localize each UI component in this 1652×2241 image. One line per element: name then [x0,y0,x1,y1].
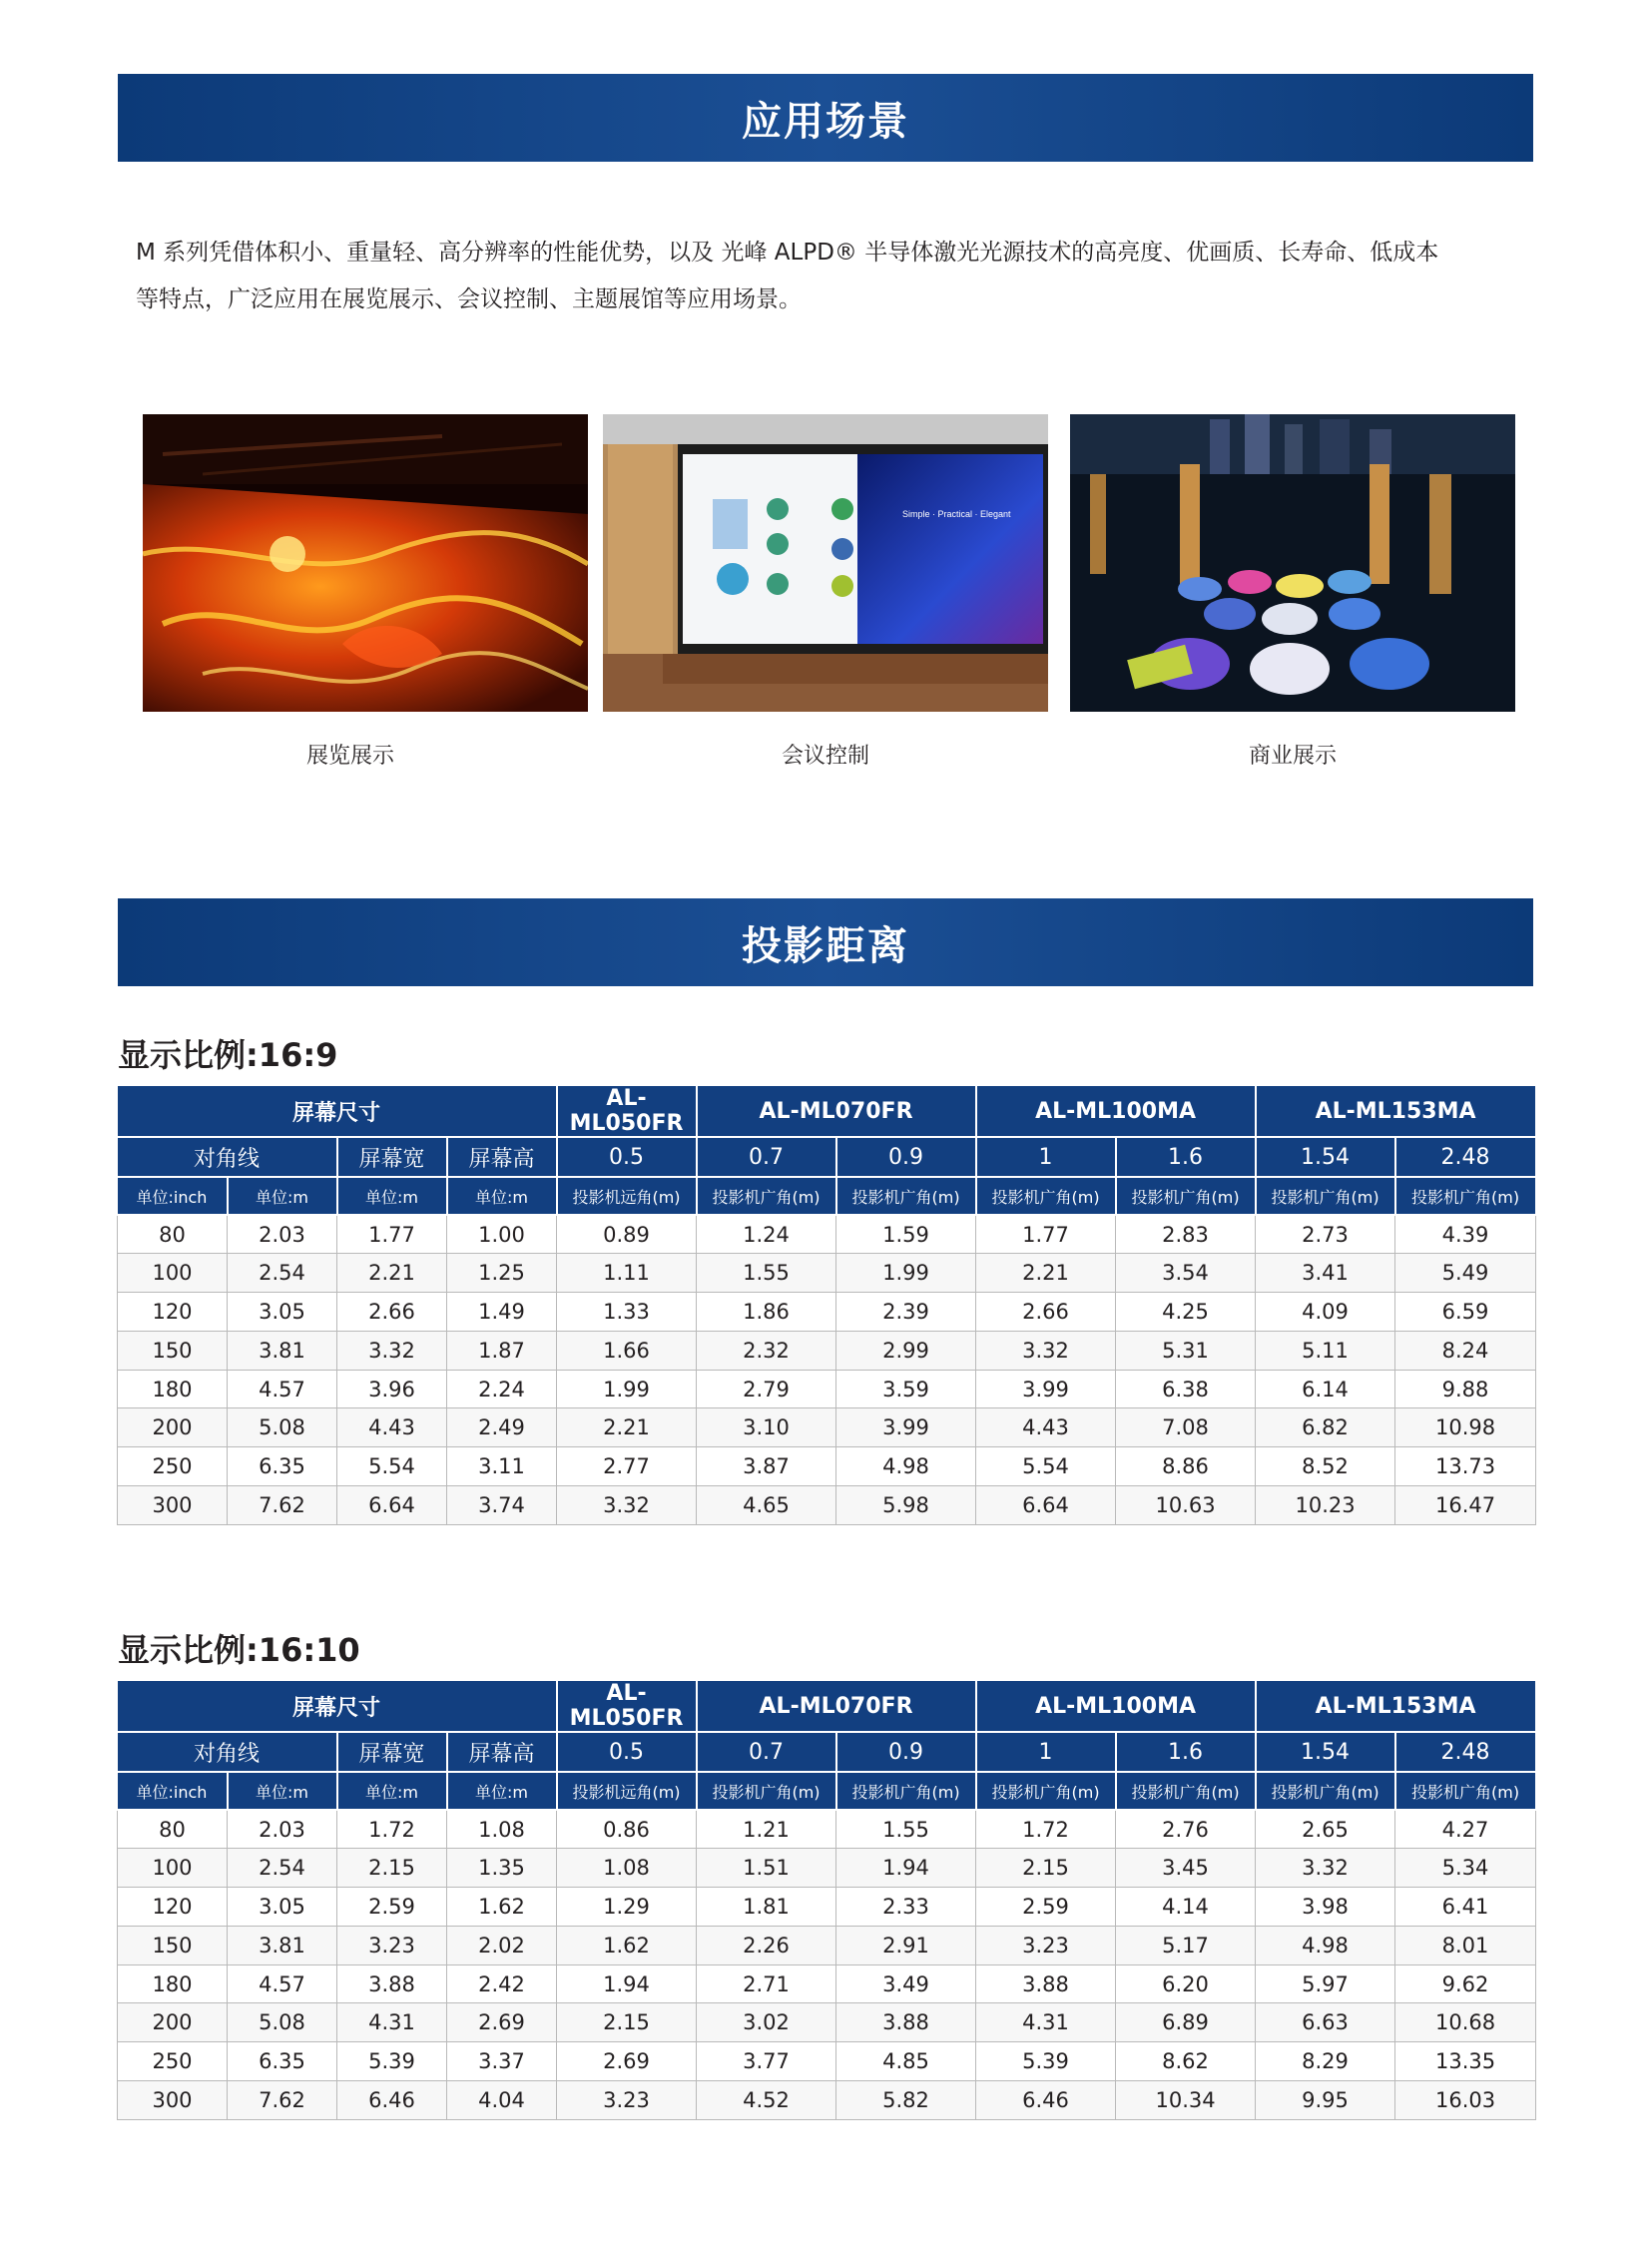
header-screen-size: 屏幕尺寸 [118,1086,557,1137]
header-model: AL-ML100MA [976,1681,1256,1732]
table-cell: 1.24 [697,1215,836,1254]
header-unit: 单位:inch [118,1772,228,1810]
table-cell: 8.01 [1395,1926,1536,1964]
intro-line-1: M 系列凭借体积小、重量轻、高分辨率的性能优势，以及 光峰 ALPD® 半导体激光光源技术的高亮度、优画质、长寿命、低成本 [136,240,1439,266]
table-cell: 3.23 [557,2081,697,2120]
table-cell: 3.88 [337,1964,447,2003]
table-cell: 300 [118,1486,228,1525]
table-cell: 180 [118,1370,228,1408]
table-cell: 3.32 [976,1331,1116,1370]
header-unit: 单位:m [337,1177,447,1215]
table-cell: 10.34 [1116,2081,1256,2120]
table-cell: 5.82 [836,2081,976,2120]
header-lens-unit: 投影机广角(m) [697,1177,836,1215]
table-row [118,1926,1536,1964]
table-cell: 8.29 [1256,2042,1395,2081]
table-cell: 10.23 [1256,1486,1395,1525]
table-cell: 6.20 [1116,1964,1256,2003]
table-cell: 3.32 [337,1331,447,1370]
table-cell: 1.51 [697,1849,836,1888]
section-banner-scenes [118,74,1533,162]
table-cell: 3.05 [228,1293,337,1332]
header-lens-unit: 投影机广角(m) [976,1177,1116,1215]
header-screen-size: 屏幕尺寸 [118,1681,557,1732]
table-cell: 8.86 [1116,1447,1256,1486]
table-cell: 2.21 [976,1254,1116,1293]
table-cell: 80 [118,1215,228,1254]
table-cell: 4.31 [337,2003,447,2042]
table-cell: 1.94 [836,1849,976,1888]
table-cell: 2.59 [337,1888,447,1927]
table-cell: 3.81 [228,1926,337,1964]
header-lens-unit: 投影机远角(m) [557,1772,697,1810]
header-lens-unit: 投影机广角(m) [1395,1177,1536,1215]
table-cell: 2.71 [697,1964,836,2003]
table-row [118,1849,1536,1888]
table-cell: 2.76 [1116,1810,1256,1849]
table-cell: 10.68 [1395,2003,1536,2042]
table-cell: 250 [118,1447,228,1486]
table-cell: 4.31 [976,2003,1116,2042]
table-cell: 3.11 [447,1447,557,1486]
screen-slogan: Simple · Practical · Elegant [902,509,1011,519]
ratio-heading-16-9: 显示比例:16:9 [118,1036,338,1074]
table-cell: 150 [118,1331,228,1370]
table-cell: 2.59 [976,1888,1116,1927]
table-cell: 5.11 [1256,1331,1395,1370]
table-cell: 5.98 [836,1486,976,1525]
table-row [118,1254,1536,1293]
table-cell: 3.77 [697,2042,836,2081]
table-cell: 6.63 [1256,2003,1395,2042]
table-cell: 2.15 [976,1849,1116,1888]
meeting-room-photo [603,414,1048,712]
table-cell: 3.96 [337,1370,447,1408]
table-cell: 2.33 [836,1888,976,1927]
intro-line-2: 等特点，广泛应用在展览展示、会议控制、主题展馆等应用场景。 [136,286,802,312]
table-cell: 3.59 [836,1370,976,1408]
header-unit: 单位:m [447,1772,557,1810]
header-throw-ratio: 0.9 [836,1137,976,1177]
table-cell: 3.98 [1256,1888,1395,1927]
table-cell: 4.98 [836,1447,976,1486]
table-cell: 4.57 [228,1370,337,1408]
table-cell: 1.77 [976,1215,1116,1254]
table-cell: 2.66 [976,1293,1116,1332]
distance-table-16-10 [117,1681,1537,2120]
table-cell: 10.98 [1395,1408,1536,1447]
table-cell: 4.43 [337,1408,447,1447]
table-cell: 4.65 [697,1486,836,1525]
table-cell: 5.54 [976,1447,1116,1486]
header-throw-ratio: 1.54 [1256,1732,1395,1772]
table-cell: 2.39 [836,1293,976,1332]
table-cell: 1.00 [447,1215,557,1254]
table-row [118,1293,1536,1332]
table-cell: 2.32 [697,1331,836,1370]
table-cell: 1.59 [836,1215,976,1254]
table-cell: 1.62 [447,1888,557,1927]
table-cell: 1.99 [557,1370,697,1408]
table-cell: 5.39 [337,2042,447,2081]
header-unit: 单位:m [447,1177,557,1215]
header-lens-unit: 投影机广角(m) [1395,1772,1536,1810]
table-cell: 300 [118,2081,228,2120]
table-cell: 4.52 [697,2081,836,2120]
table-cell: 2.21 [557,1408,697,1447]
section-title: 应用场景 [742,98,909,145]
table-cell: 2.02 [447,1926,557,1964]
header-throw-ratio: 1 [976,1732,1116,1772]
table-cell: 100 [118,1849,228,1888]
header-model: AL-ML153MA [1256,1681,1536,1732]
table-cell: 1.77 [337,1215,447,1254]
table-cell: 8.62 [1116,2042,1256,2081]
table-cell: 250 [118,2042,228,2081]
table-cell: 200 [118,1408,228,1447]
table-row [118,1888,1536,1927]
header-model: AL-ML070FR [697,1681,976,1732]
table-cell: 6.46 [337,2081,447,2120]
table-row [118,1964,1536,2003]
table-cell: 4.85 [836,2042,976,2081]
table-cell: 3.88 [836,2003,976,2042]
table-cell: 2.99 [836,1331,976,1370]
table-cell: 2.21 [337,1254,447,1293]
header-throw-ratio: 0.7 [697,1137,836,1177]
table-cell: 2.79 [697,1370,836,1408]
table-cell: 2.83 [1116,1215,1256,1254]
table-cell: 2.69 [447,2003,557,2042]
table-cell: 6.41 [1395,1888,1536,1927]
header-throw-ratio: 0.5 [557,1732,697,1772]
table-cell: 1.55 [697,1254,836,1293]
table-cell: 6.35 [228,1447,337,1486]
table-cell: 6.46 [976,2081,1116,2120]
table-cell: 4.43 [976,1408,1116,1447]
caption-exhibition: 展览展示 [305,744,394,769]
table-cell: 3.49 [836,1964,976,2003]
header-height: 屏幕高 [447,1137,557,1177]
table-row [118,1331,1536,1370]
table-cell: 13.73 [1395,1447,1536,1486]
table-cell: 3.23 [976,1926,1116,1964]
table-row [118,2081,1536,2120]
caption-meeting: 会议控制 [781,744,869,769]
table-row [118,1447,1536,1486]
table-cell: 3.02 [697,2003,836,2042]
table-cell: 1.94 [557,1964,697,2003]
intro-paragraph [136,230,1533,323]
table-cell: 10.63 [1116,1486,1256,1525]
table-cell: 3.32 [1256,1849,1395,1888]
header-unit: 单位:inch [118,1177,228,1215]
table-row [118,2003,1536,2042]
table-cell: 2.54 [228,1849,337,1888]
table-cell: 1.49 [447,1293,557,1332]
table-cell: 5.31 [1116,1331,1256,1370]
table-cell: 2.24 [447,1370,557,1408]
table-cell: 1.72 [976,1810,1116,1849]
header-lens-unit: 投影机广角(m) [1116,1772,1256,1810]
table-cell: 8.24 [1395,1331,1536,1370]
table-cell: 6.64 [976,1486,1116,1525]
table-cell: 5.08 [228,2003,337,2042]
table-cell: 6.89 [1116,2003,1256,2042]
table-cell: 13.35 [1395,2042,1536,2081]
table-cell: 6.14 [1256,1370,1395,1408]
table-cell: 6.64 [337,1486,447,1525]
table-cell: 5.17 [1116,1926,1256,1964]
table-cell: 2.54 [228,1254,337,1293]
table-cell: 5.39 [976,2042,1116,2081]
section-title: 投影距离 [742,922,909,969]
table-cell: 4.14 [1116,1888,1256,1927]
header-diagonal: 对角线 [118,1732,337,1772]
table-cell: 16.03 [1395,2081,1536,2120]
table-cell: 200 [118,2003,228,2042]
ratio-heading-16-10: 显示比例:16:10 [118,1631,360,1669]
table-cell: 3.74 [447,1486,557,1525]
table-cell: 2.42 [447,1964,557,2003]
table-cell: 1.62 [557,1926,697,1964]
table-cell: 3.87 [697,1447,836,1486]
table-row [118,1486,1536,1525]
table-row [118,2042,1536,2081]
distance-table-16-9 [117,1086,1537,1525]
table-cell: 9.95 [1256,2081,1395,2120]
table-cell: 7.62 [228,2081,337,2120]
table-cell: 3.41 [1256,1254,1395,1293]
table-cell: 2.69 [557,2042,697,2081]
table-cell: 2.66 [337,1293,447,1332]
header-width: 屏幕宽 [337,1137,447,1177]
header-model: AL-ML050FR [557,1086,697,1137]
table-cell: 4.09 [1256,1293,1395,1332]
table-cell: 1.08 [447,1810,557,1849]
table-row [118,1215,1536,1254]
table-cell: 150 [118,1926,228,1964]
table-cell: 7.08 [1116,1408,1256,1447]
table-cell: 120 [118,1293,228,1332]
table-cell: 4.04 [447,2081,557,2120]
table-cell: 1.99 [836,1254,976,1293]
table-row [118,1408,1536,1447]
table-cell: 1.81 [697,1888,836,1927]
table-cell: 0.86 [557,1810,697,1849]
table-cell: 1.21 [697,1810,836,1849]
header-unit: 单位:m [228,1772,337,1810]
table-cell: 1.55 [836,1810,976,1849]
table-cell: 1.66 [557,1331,697,1370]
header-throw-ratio: 2.48 [1395,1137,1536,1177]
table-cell: 2.77 [557,1447,697,1486]
table-cell: 5.08 [228,1408,337,1447]
header-model: AL-ML100MA [976,1086,1256,1137]
table-cell: 3.32 [557,1486,697,1525]
header-model: AL-ML070FR [697,1086,976,1137]
header-lens-unit: 投影机广角(m) [1256,1772,1395,1810]
exhibition-photo [143,414,588,712]
header-lens-unit: 投影机广角(m) [836,1177,976,1215]
caption-commercial: 商业展示 [1248,744,1337,769]
header-lens-unit: 投影机广角(m) [1256,1177,1395,1215]
table-cell: 3.99 [976,1370,1116,1408]
table-cell: 3.10 [697,1408,836,1447]
table-cell: 1.33 [557,1293,697,1332]
table-row [118,1810,1536,1849]
table-cell: 4.98 [1256,1926,1395,1964]
table-cell: 4.27 [1395,1810,1536,1849]
table-cell: 1.11 [557,1254,697,1293]
table-cell: 16.47 [1395,1486,1536,1525]
table-cell: 5.54 [337,1447,447,1486]
table-cell: 0.89 [557,1215,697,1254]
table-cell: 6.38 [1116,1370,1256,1408]
table-cell: 6.59 [1395,1293,1536,1332]
header-model: AL-ML050FR [557,1681,697,1732]
table-cell: 3.81 [228,1331,337,1370]
table-cell: 1.35 [447,1849,557,1888]
header-lens-unit: 投影机广角(m) [976,1772,1116,1810]
header-model: AL-ML153MA [1256,1086,1536,1137]
header-throw-ratio: 2.48 [1395,1732,1536,1772]
table-cell: 3.99 [836,1408,976,1447]
table-cell: 6.82 [1256,1408,1395,1447]
header-throw-ratio: 0.7 [697,1732,836,1772]
table-cell: 3.23 [337,1926,447,1964]
table-cell: 100 [118,1254,228,1293]
table-cell: 4.39 [1395,1215,1536,1254]
table-cell: 2.65 [1256,1810,1395,1849]
header-lens-unit: 投影机广角(m) [697,1772,836,1810]
table-cell: 2.15 [337,1849,447,1888]
header-lens-unit: 投影机广角(m) [1116,1177,1256,1215]
header-throw-ratio: 1.6 [1116,1137,1256,1177]
header-throw-ratio: 0.5 [557,1137,697,1177]
table-cell: 7.62 [228,1486,337,1525]
table-cell: 2.03 [228,1810,337,1849]
table-cell: 6.35 [228,2042,337,2081]
table-cell: 2.26 [697,1926,836,1964]
table-cell: 80 [118,1810,228,1849]
header-throw-ratio: 1.6 [1116,1732,1256,1772]
header-diagonal: 对角线 [118,1137,337,1177]
table-cell: 5.34 [1395,1849,1536,1888]
table-cell: 2.49 [447,1408,557,1447]
table-cell: 1.25 [447,1254,557,1293]
table-cell: 2.73 [1256,1215,1395,1254]
table-cell: 2.15 [557,2003,697,2042]
table-cell: 4.57 [228,1964,337,2003]
table-cell: 5.49 [1395,1254,1536,1293]
table-row [118,1370,1536,1408]
table-cell: 9.88 [1395,1370,1536,1408]
table-cell: 2.91 [836,1926,976,1964]
header-throw-ratio: 1 [976,1137,1116,1177]
table-cell: 120 [118,1888,228,1927]
table-cell: 1.72 [337,1810,447,1849]
header-lens-unit: 投影机广角(m) [836,1772,976,1810]
table-cell: 3.45 [1116,1849,1256,1888]
table-cell: 3.88 [976,1964,1116,2003]
section-banner-distance [118,898,1533,986]
table-cell: 8.52 [1256,1447,1395,1486]
table-cell: 5.97 [1256,1964,1395,2003]
header-width: 屏幕宽 [337,1732,447,1772]
header-unit: 单位:m [228,1177,337,1215]
table-cell: 1.08 [557,1849,697,1888]
table-cell: 1.86 [697,1293,836,1332]
table-cell: 9.62 [1395,1964,1536,2003]
header-throw-ratio: 0.9 [836,1732,976,1772]
table-cell: 1.29 [557,1888,697,1927]
commercial-photo [1070,414,1515,712]
table-cell: 4.25 [1116,1293,1256,1332]
table-cell: 2.03 [228,1215,337,1254]
header-height: 屏幕高 [447,1732,557,1772]
table-cell: 3.54 [1116,1254,1256,1293]
table-cell: 1.87 [447,1331,557,1370]
table-cell: 3.37 [447,2042,557,2081]
header-throw-ratio: 1.54 [1256,1137,1395,1177]
table-cell: 3.05 [228,1888,337,1927]
table-cell: 180 [118,1964,228,2003]
header-unit: 单位:m [337,1772,447,1810]
header-lens-unit: 投影机远角(m) [557,1177,697,1215]
